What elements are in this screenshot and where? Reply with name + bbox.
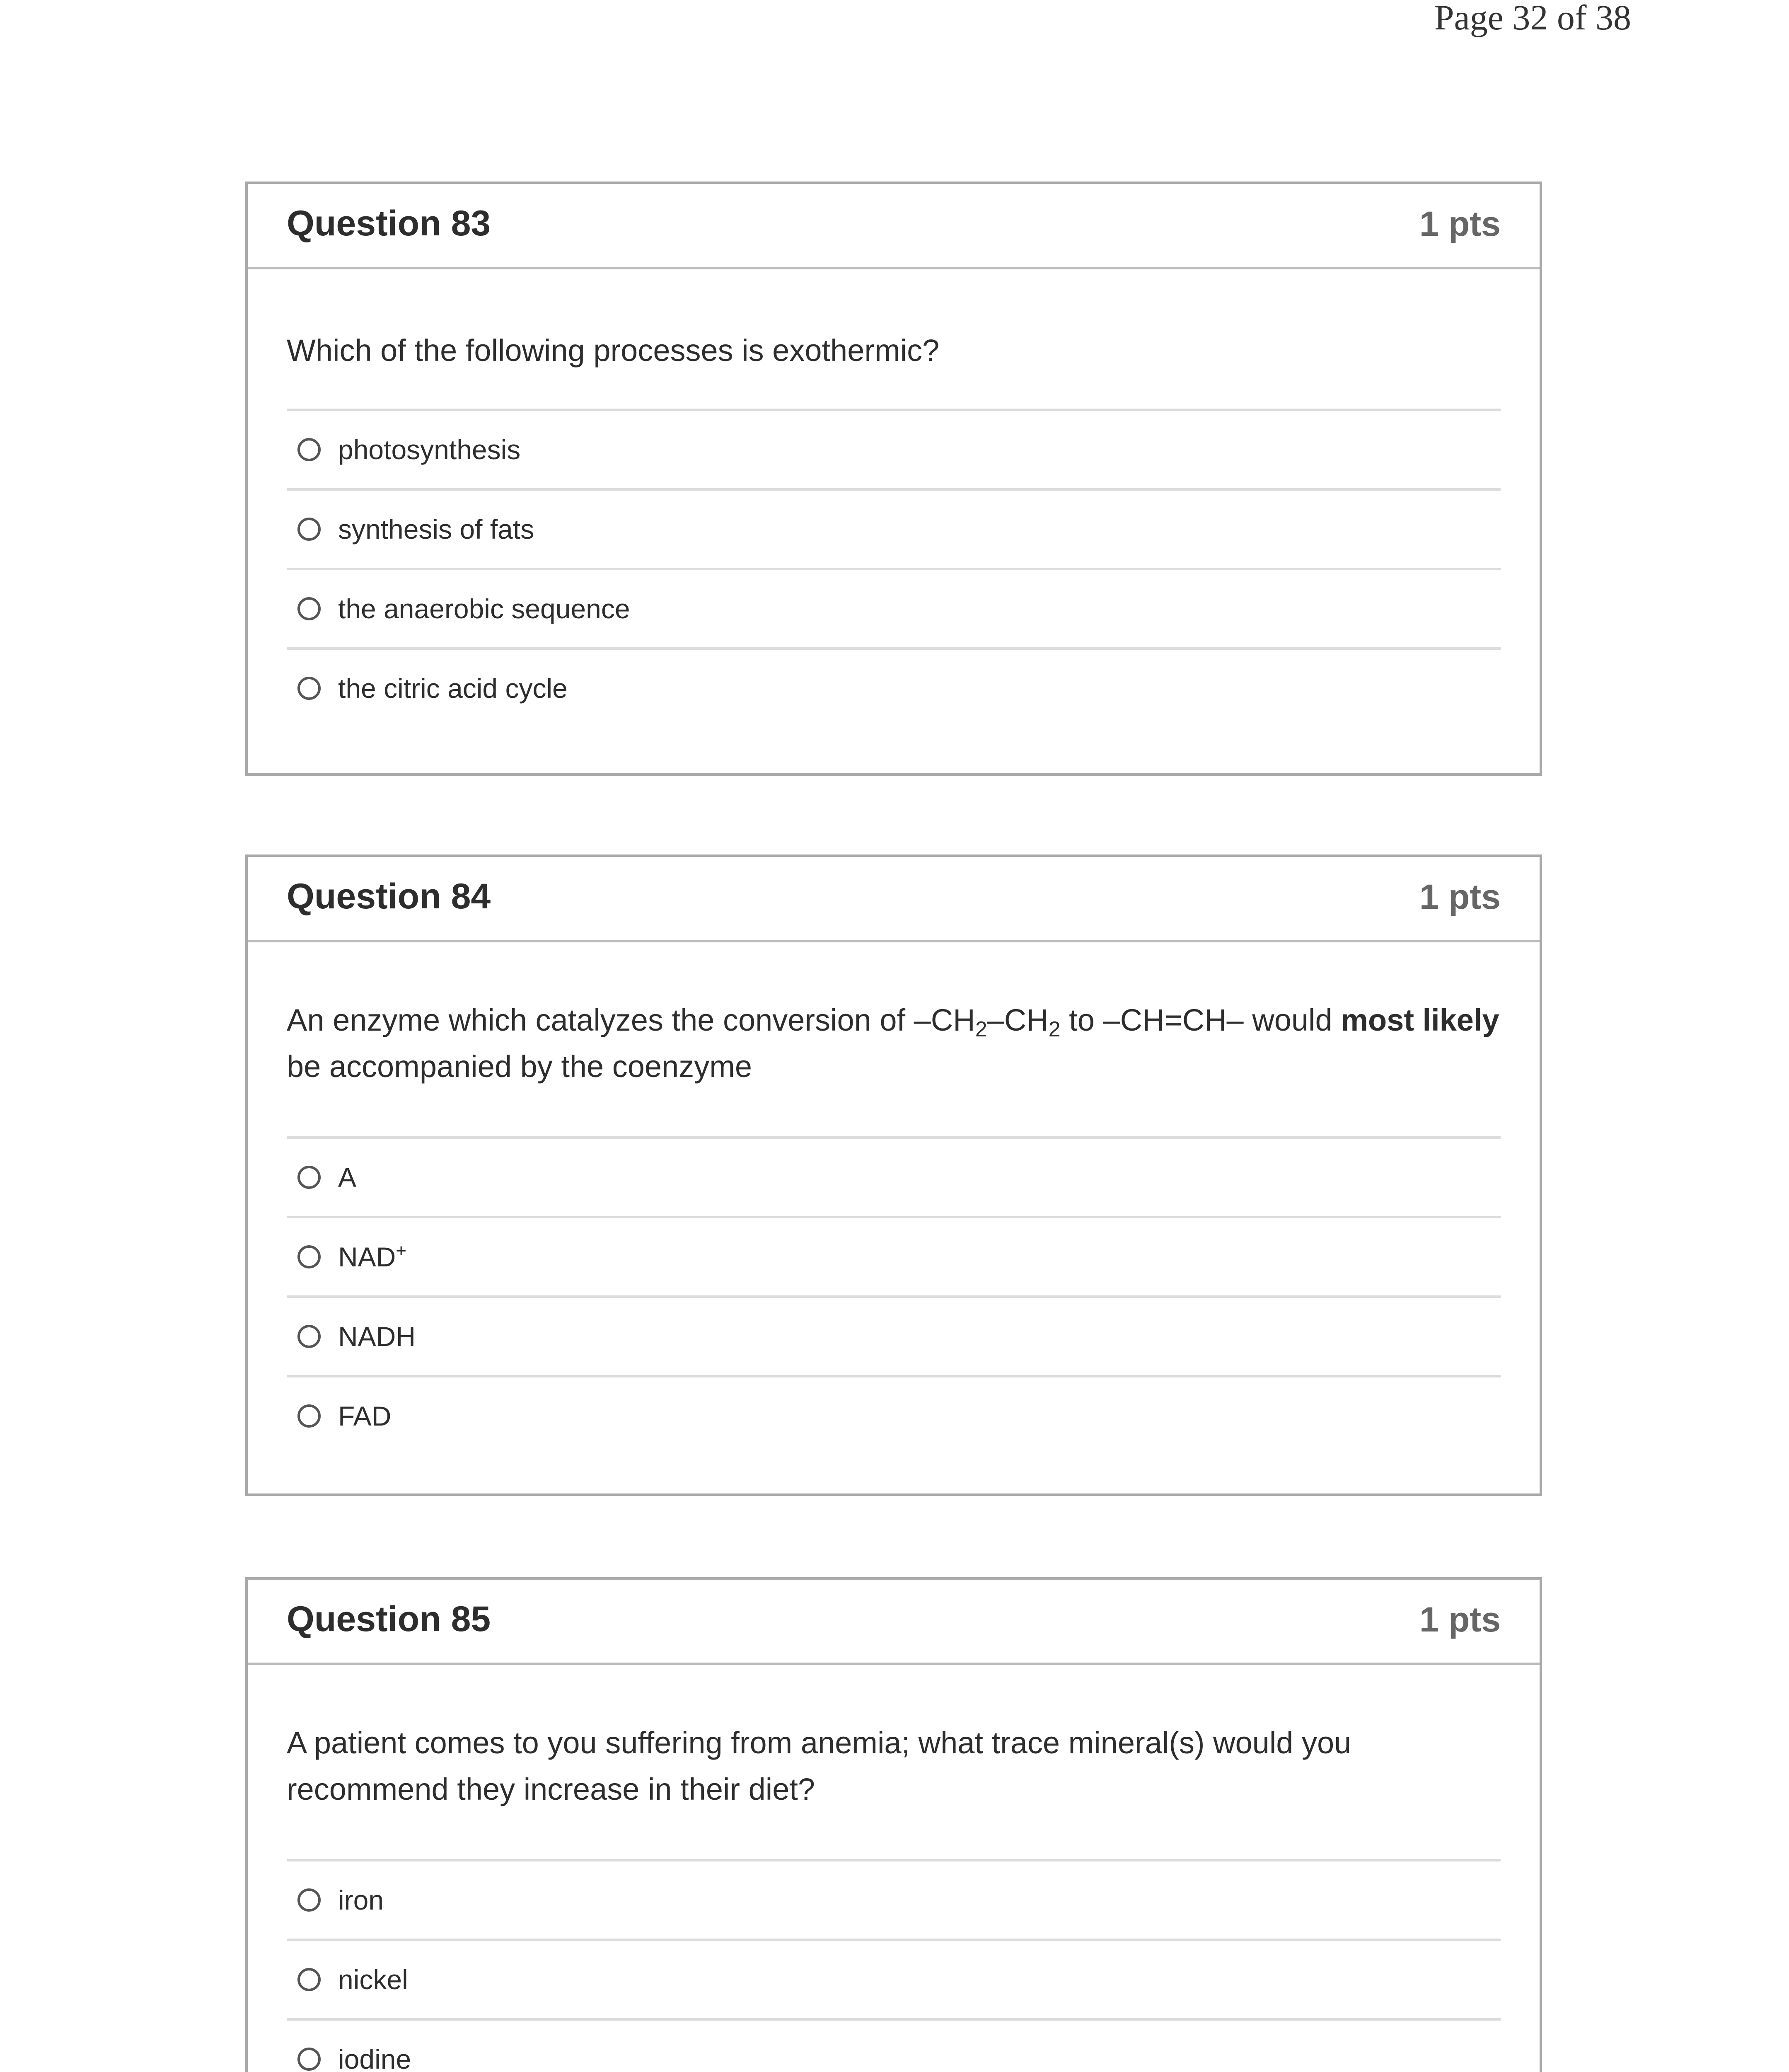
radio-button-icon[interactable] bbox=[297, 1245, 321, 1268]
radio-button-icon[interactable] bbox=[297, 1325, 321, 1348]
question-text: A patient comes to you suffering from anemia; what trace mineral(s) would you recommend they increase in their diet? bbox=[287, 1665, 1501, 1861]
answer-label: iron bbox=[338, 1885, 384, 1915]
page-number: Page 32 of 38 bbox=[1434, 0, 1631, 37]
answer-option[interactable] bbox=[287, 491, 1501, 570]
question-title: Question 84 bbox=[287, 876, 491, 916]
question-header bbox=[248, 1580, 1540, 1665]
answer-label: nickel bbox=[338, 1964, 408, 1995]
radio-button-icon[interactable] bbox=[297, 1968, 321, 1991]
question-card-85 bbox=[245, 1577, 1542, 2072]
answer-option[interactable] bbox=[287, 650, 1501, 727]
radio-button-icon[interactable] bbox=[297, 1166, 321, 1189]
answer-option[interactable] bbox=[287, 411, 1501, 491]
radio-button-icon[interactable] bbox=[297, 1404, 321, 1428]
question-title: Question 85 bbox=[287, 1599, 491, 1639]
question-text: An enzyme which catalyzes the conversion of $-CH_2-CH_2$ to –CH=CH– would most likely be accompanied by the coenzyme bbox=[287, 942, 1501, 1139]
answer-label: the anaerobic sequence bbox=[338, 593, 630, 624]
answer-option[interactable] bbox=[287, 1861, 1501, 1941]
answer-label: A bbox=[338, 1162, 357, 1193]
radio-button-icon[interactable] bbox=[297, 2048, 321, 2071]
radio-button-icon[interactable] bbox=[297, 677, 321, 700]
radio-button-icon[interactable] bbox=[297, 438, 321, 461]
question-card-84 bbox=[245, 854, 1542, 1496]
radio-button-icon[interactable] bbox=[297, 1888, 321, 1912]
radio-button-icon[interactable] bbox=[297, 518, 321, 541]
answer-label: NADH bbox=[338, 1321, 416, 1352]
question-title: Question 83 bbox=[287, 203, 491, 243]
question-header bbox=[248, 184, 1540, 269]
answer-label: FAD bbox=[338, 1401, 392, 1431]
question-card-83 bbox=[245, 182, 1542, 776]
answer-label: synthesis of fats bbox=[338, 514, 534, 545]
answer-option[interactable] bbox=[287, 570, 1501, 650]
answer-option[interactable] bbox=[287, 1298, 1501, 1377]
radio-button-icon[interactable] bbox=[297, 597, 321, 620]
question-header bbox=[248, 857, 1540, 942]
answer-option[interactable] bbox=[287, 2021, 1501, 2072]
answer-option[interactable] bbox=[287, 1139, 1501, 1218]
question-points: 1 pts bbox=[1419, 204, 1501, 243]
answer-label: photosynthesis bbox=[338, 434, 521, 465]
answer-label: the citric acid cycle bbox=[338, 673, 568, 704]
answer-option[interactable] bbox=[287, 1218, 1501, 1298]
answer-label: iodine bbox=[338, 2044, 411, 2072]
answer-option[interactable] bbox=[287, 1941, 1501, 2021]
question-text: Which of the following processes is exothermic? bbox=[287, 269, 1501, 411]
question-points: 1 pts bbox=[1419, 877, 1501, 916]
question-points: 1 pts bbox=[1419, 1600, 1501, 1639]
answer-option[interactable] bbox=[287, 1377, 1501, 1455]
answer-label: NAD+ bbox=[338, 1241, 407, 1272]
